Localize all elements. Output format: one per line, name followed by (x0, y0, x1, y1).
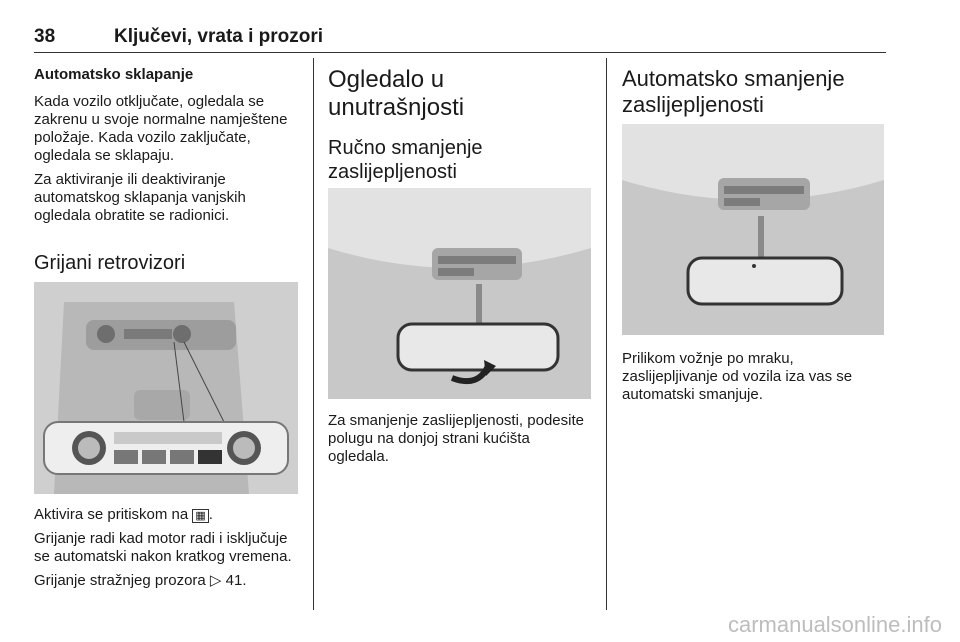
page-number: 38 (34, 26, 56, 47)
section-subtitle-manual-dimming: Ručno smanjenje zaslijepljenosti (328, 137, 483, 183)
column-middle (328, 58, 592, 184)
page-ref-arrow-icon: ▷ (209, 572, 222, 589)
paragraph (34, 506, 302, 524)
section-heading-heated-mirrors: Grijani retrovizori (34, 252, 186, 274)
paragraph (34, 572, 302, 590)
column-divider (313, 58, 314, 610)
page-header (34, 0, 886, 54)
column-left-lower (34, 506, 302, 590)
auto-mirror-figure (622, 124, 884, 335)
page-reference[interactable]: 41. (225, 572, 247, 589)
column-right-lower (622, 350, 888, 404)
column-middle-lower (328, 412, 594, 466)
column-left (34, 58, 300, 275)
column-divider (606, 58, 607, 610)
section-heading-auto-fold: Automatsko sklapanje (34, 66, 194, 83)
header-rule (34, 52, 886, 53)
paragraph: Za aktiviranje ili deaktiviranje automatskog sklapanja vanjskih ogledala obratite se radionici. (34, 171, 246, 224)
rear-window-heat-icon: ▦ (192, 509, 208, 523)
paragraph-text: Aktivira se pritiskom na (34, 506, 189, 523)
paragraph-text: Grijanje stražnjeg prozora (34, 572, 206, 589)
paragraph: Kada vozilo otključate, ogledala se zakrenu u svoje normalne namještene položaje. Kada vozilo zaključate, ogledala se sklapaju. (34, 93, 288, 164)
paragraph: Prilikom vožnje po mraku, zaslijepljivanje od vozila iza vas se automatski smanjuje. (622, 350, 853, 403)
section-title-auto-dimming: Automatsko smanjenje zaslijepljenosti (622, 66, 845, 117)
watermark: carmanualsonline.info (727, 612, 942, 637)
paragraph-end: . (208, 506, 213, 523)
climate-panel-figure (34, 282, 298, 494)
manual-mirror-figure (328, 188, 591, 399)
chapter-title: Ključevi, vrata i prozori (114, 26, 324, 47)
paragraph: Grijanje radi kad motor radi i isključuje se automatski nakon kratkog vremena. (34, 530, 292, 565)
column-right (622, 58, 888, 118)
section-title-interior-mirror: Ogledalo u unutrašnjosti (328, 66, 465, 121)
paragraph: Za smanjenje zaslijepljenosti, podesite polugu na donjoj strani kućišta ogledala. (328, 412, 584, 465)
